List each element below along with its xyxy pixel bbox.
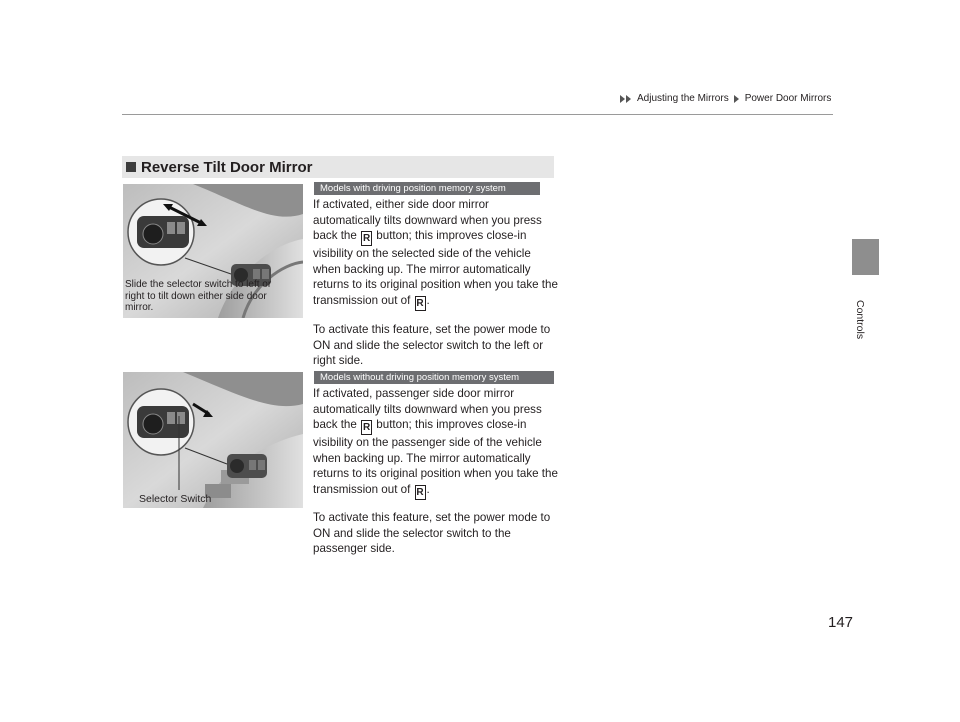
chapter-tab[interactable] [852, 239, 879, 275]
page-number: 147 [828, 614, 854, 631]
reverse-key-icon: R [362, 233, 371, 245]
chevron-right-icon [626, 95, 631, 103]
square-bullet-icon [126, 162, 136, 172]
header-divider [122, 114, 833, 115]
paragraph-text: . [426, 293, 430, 307]
paragraph-text: If activated, either side door mirror automatically tilts downward when you press back the [313, 198, 542, 243]
paragraph-text: . [426, 482, 430, 496]
paragraph-text: button; this improves close-in visibility on the passenger side of the vehicle when backing up. The mirror automatically returns to its original position when you take the transmission out of [313, 418, 558, 496]
chevron-right-icon [734, 95, 739, 103]
reverse-key-icon: R [362, 422, 371, 434]
breadcrumb [620, 93, 831, 104]
paragraph-text: If activated, passenger side door mirror automatically tilts downward when you press back the [313, 387, 542, 432]
model-tag: Models with driving position memory system [314, 182, 540, 195]
illustration-caption: Slide the selector switch to left or right to tilt down either side door mirror. [125, 279, 272, 313]
breadcrumb-item[interactable]: Adjusting the Mirrors [637, 93, 729, 104]
chapter-label: Controls [854, 300, 866, 340]
breadcrumb-item[interactable]: Power Door Mirrors [744, 93, 832, 104]
model-tag: Models without driving position memory system [314, 371, 554, 384]
door-panel-image [123, 372, 303, 508]
reverse-key-icon: R [416, 486, 424, 498]
section-heading [122, 156, 554, 178]
paragraph [313, 386, 558, 500]
selector-switch-label: Selector Switch [139, 493, 212, 505]
paragraph: To activate this feature, set the power mode to ON and slide the selector switch to the passenger side. [313, 511, 551, 556]
chevron-right-icon [620, 95, 625, 103]
paragraph-text: button; this improves close-in visibility on the selected side of the vehicle when backing up. The mirror automatically returns to its original position when you take the transmission out of [313, 229, 558, 307]
section-title: Reverse Tilt Door Mirror [141, 158, 313, 176]
paragraph [313, 197, 558, 311]
paragraph: To activate this feature, set the power mode to ON and slide the selector switch to the left or right side. [313, 323, 551, 368]
reverse-key-icon: R [416, 297, 424, 309]
mirror-switch-illustration [123, 372, 303, 508]
